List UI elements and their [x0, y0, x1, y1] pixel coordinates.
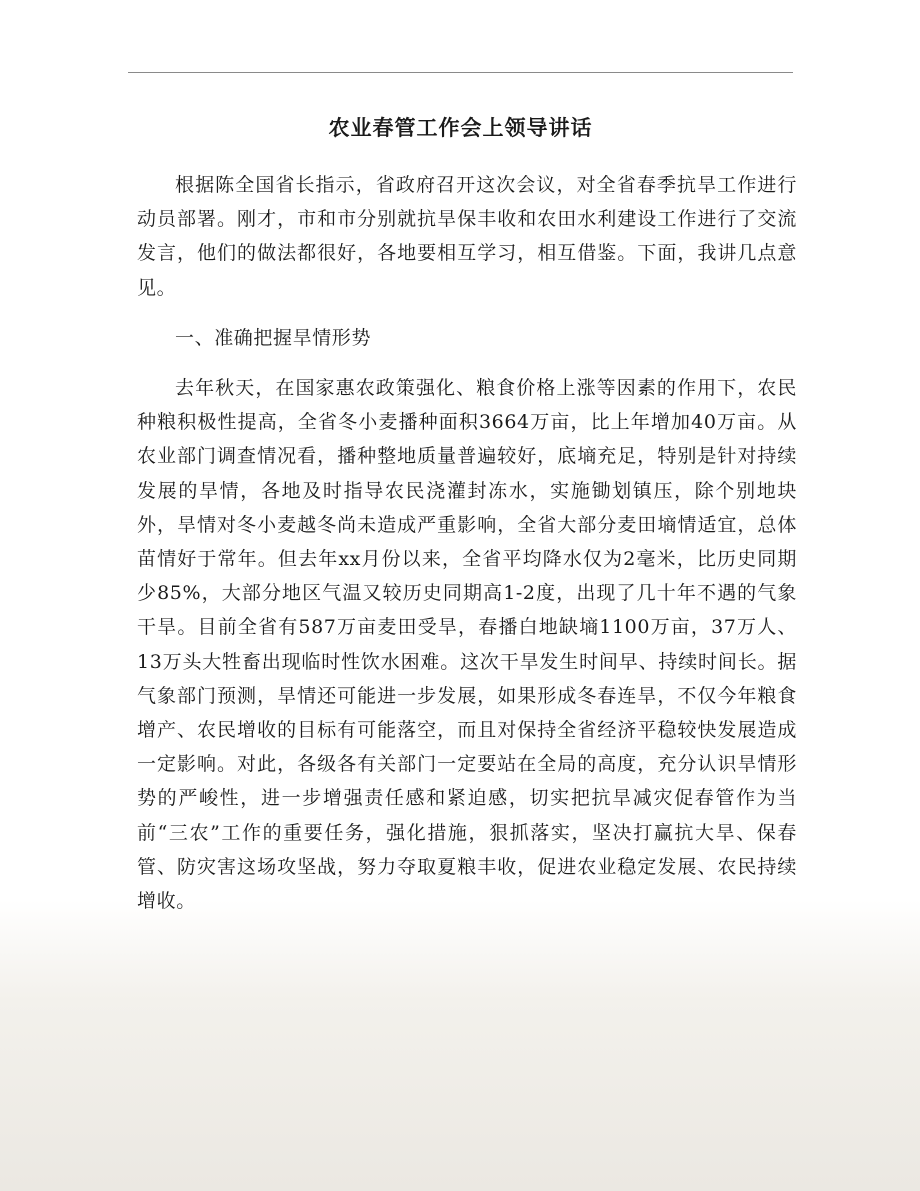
section-heading: 一、准确把握旱情形势	[175, 326, 372, 349]
document-body	[137, 168, 797, 918]
intro-paragraph: 根据陈全国省长指示，省政府召开这次会议，对全省春季抗旱工作进行动员部署。刚才，市和市分别就抗旱保丰收和农田水利建设工作进行了交流发言，他们的做法都很好，各地要相互学习，相互借鉴。下面，我讲几点意见。	[137, 174, 797, 299]
body-paragraph: 去年秋天，在国家惠农政策强化、粮食价格上涨等因素的作用下，农民种粮积极性提高，全省冬小麦播种面积3664万亩，比上年增加40万亩。从农业部门调查情况看，播种整地质量普遍较好，底墒充足，特别是针对持续发展的旱情，各地及时指导农民浇灌封冻水，实施锄划镇压，除个别地块外，旱情对冬小麦越冬尚未造成严重影响，全省大部分麦田墒情适宜，总体苗情好于常年。但去年xx月份以来，全省平均降水仅为2毫米，比历史同期少85%，大部分地区气温又较历史同期高1-2度，出现了几十年不遇的气象干旱。目前全省有587万亩麦田受旱，春播白地缺墒1100万亩，37万人、13万头大牲畜出现临时性饮水困难。这次干旱发生时间早、持续时间长。据气象部门预测，旱情还可能进一步发展，如果形成冬春连旱，不仅今年粮食增产、农民增收的目标有可能落空，而且对保持全省经济平稳较快发展造成一定影响。对此，各级各有关部门一定要站在全局的高度，充分认识旱情形势的严峻性，进一步增强责任感和紧迫感，切实把抗旱减灾促春管作为当前“三农”工作的重要任务，强化措施，狠抓落实，坚决打赢抗大旱、保春管、防灾害这场攻坚战，努力夺取夏粮丰收，促进农业稳定发展、农民持续增收。	[137, 377, 797, 913]
header-rule	[128, 72, 793, 73]
document-title: 农业春管工作会上领导讲话	[328, 115, 593, 140]
